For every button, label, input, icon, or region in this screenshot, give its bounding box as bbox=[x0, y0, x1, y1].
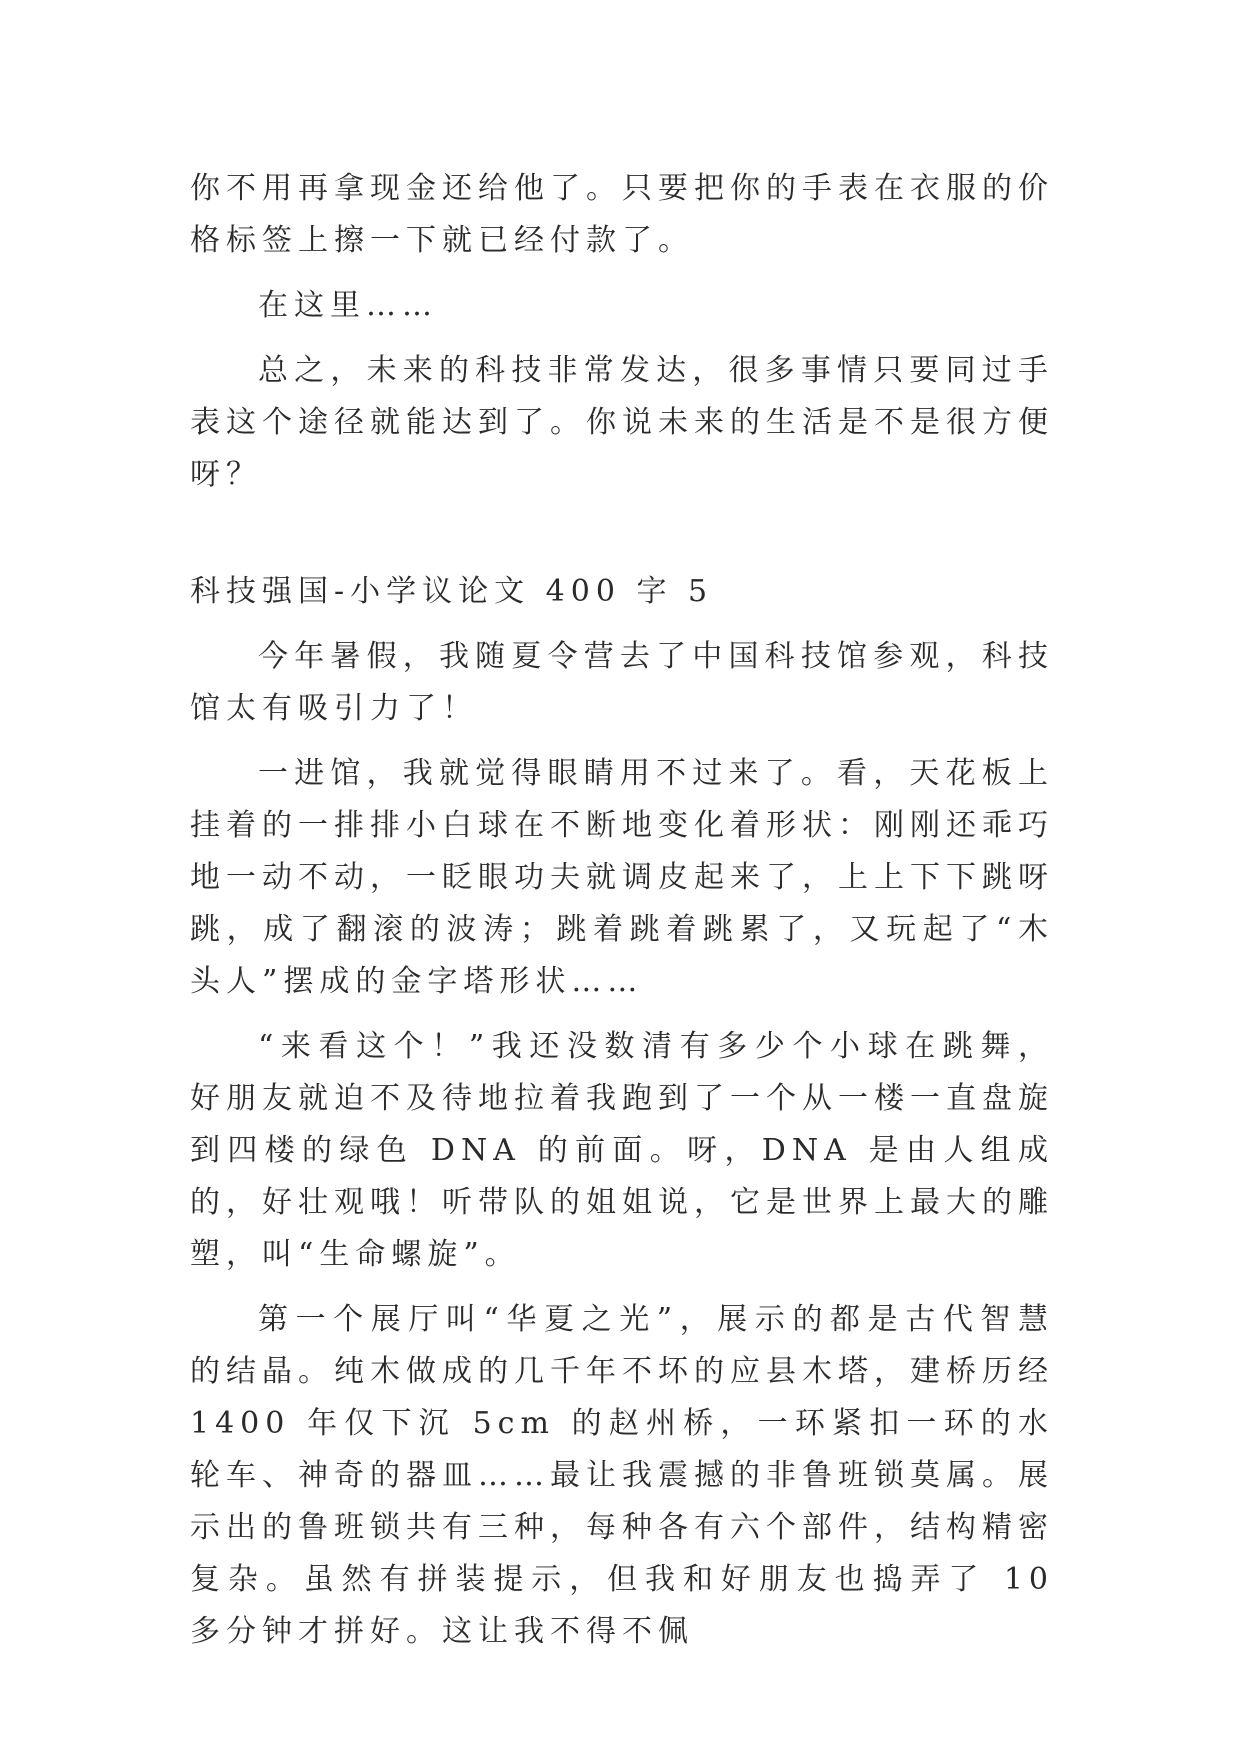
section-heading: 科技强国-小学议论文 400 字 5 bbox=[190, 574, 714, 609]
paragraph: 今年暑假，我随夏令营去了中国科技馆参观，科技馆太有吸引力了！ bbox=[190, 639, 1054, 726]
paragraph: 在这里…… bbox=[258, 288, 438, 323]
section-gap bbox=[190, 514, 1054, 566]
paragraph-continued: 你不用再拿现金还给他了。只要把你的手表在衣服的价格标签上擦一下就已经付款了。 bbox=[190, 171, 1054, 258]
document-body bbox=[190, 163, 1054, 1671]
paragraph: 第一个展厅叫“华夏之光”，展示的都是古代智慧的结晶。纯木做成的几千年不坏的应县木塔，建桥历经 1400 年仅下沉 5cm 的赵州桥，一环紧扣一环的水轮车、神奇的器皿……最让我震撼的非鲁班锁莫属。展示出的鲁班锁共有三种，每种各有六个部件，结构精密复杂。虽然有拼装提示，但我和好朋友也捣弄了 10 多分钟才拼好。这让我不得不佩 bbox=[190, 1302, 1054, 1649]
paragraph: “来看这个！”我还没数清有多少个小球在跳舞，好朋友就迫不及待地拉着我跑到了一个从一楼一直盘旋到四楼的绿色 DNA 的前面。呀，DNA 是由人组成的，好壮观哦！听带队的姐姐说，它是世界上最大的雕塑，叫“生命螺旋”。 bbox=[190, 1029, 1054, 1272]
paragraph: 总之，未来的科技非常发达，很多事情只要同过手表这个途径就能达到了。你说未来的生活是不是很方便呀？ bbox=[190, 353, 1054, 492]
paragraph: 一进馆，我就觉得眼睛用不过来了。看，天花板上挂着的一排排小白球在不断地变化着形状：刚刚还乖巧地一动不动，一眨眼功夫就调皮起来了，上上下下跳呀跳，成了翻滚的波涛；跳着跳着跳累了，又玩起了“木头人”摆成的金字塔形状…… bbox=[190, 756, 1054, 999]
